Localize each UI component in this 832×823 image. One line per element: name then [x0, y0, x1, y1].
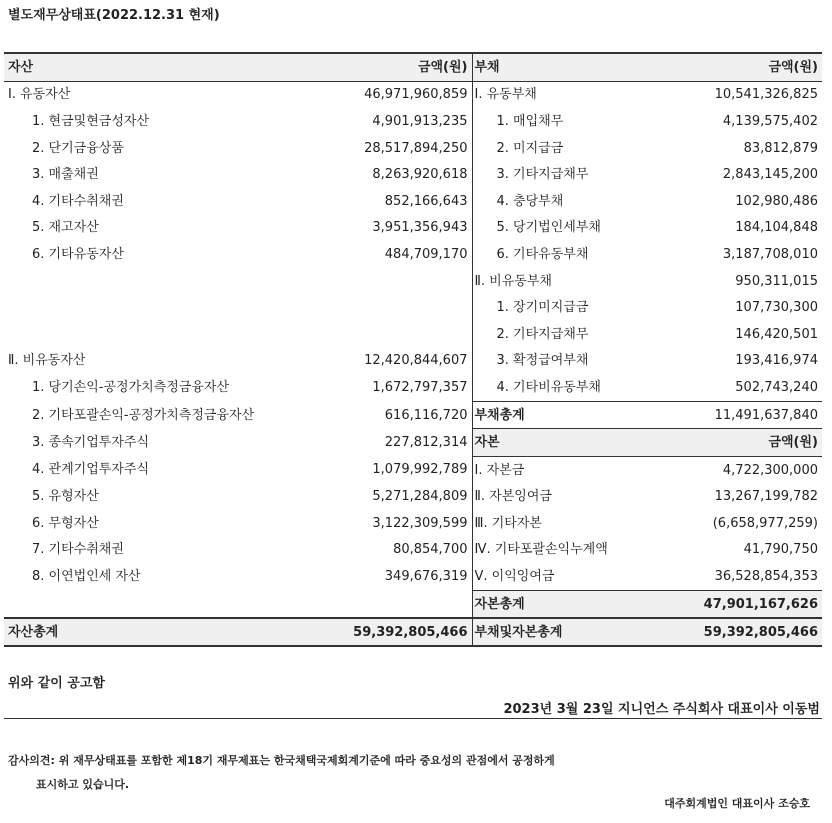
equity-label: Ⅱ. 자본잉여금 — [474, 489, 552, 505]
asset-amount: 484,709,170 — [334, 241, 472, 268]
liability-amount: 146,420,501 — [735, 326, 818, 342]
table-row — [4, 294, 822, 321]
equity-label: Ⅴ. 이익잉여금 — [474, 569, 555, 585]
asset-amount: 5,271,284,809 — [334, 484, 472, 511]
equity-label: Ⅲ. 기타자본 — [474, 515, 542, 531]
table-row — [4, 161, 822, 188]
equity-total-label: 자본총계 — [472, 590, 692, 618]
liabilities-header: 부채 — [472, 53, 692, 81]
table-row — [4, 215, 822, 242]
table-row — [4, 81, 822, 108]
asset-label: 8. 이연법인세 자산 — [32, 569, 141, 585]
asset-amount: 616,116,720 — [334, 401, 472, 429]
asset-label: 6. 기타유동자산 — [32, 246, 124, 262]
liability-label: 3. 기타지급채무 — [496, 167, 589, 183]
table-row — [4, 590, 822, 618]
assets-total-amount: 59,392,805,466 — [334, 618, 472, 646]
asset-amount: 3,951,356,943 — [334, 215, 472, 242]
asset-amount: 1,079,992,789 — [334, 456, 472, 483]
asset-label: 5. 유형자산 — [32, 489, 99, 505]
table-row — [4, 135, 822, 162]
liability-amount: 3,187,708,010 — [722, 246, 818, 262]
liability-label: Ⅰ. 유동부채 — [474, 87, 537, 103]
asset-amount: 349,676,319 — [334, 563, 472, 590]
liability-label: 5. 당기법인세부채 — [496, 220, 601, 236]
table-row — [4, 348, 822, 375]
asset-amount: 227,812,314 — [334, 429, 472, 457]
asset-label: 4. 관계기업투자주식 — [32, 462, 149, 478]
asset-amount: 4,901,913,235 — [334, 108, 472, 135]
liability-label: Ⅱ. 비유동부채 — [474, 273, 552, 289]
equity-amount-header: 금액(원) — [692, 429, 822, 457]
liability-amount: 184,104,848 — [735, 220, 818, 236]
divider — [4, 718, 822, 719]
asset-label: 3. 매출채권 — [32, 167, 99, 183]
asset-amount: 12,420,844,607 — [334, 348, 472, 375]
asset-label: 7. 기타수취채권 — [32, 542, 124, 558]
asset-label: 1. 당기손익-공정가치측정금융자산 — [32, 380, 230, 396]
liab-equity-total-label: 부채및자본총계 — [472, 618, 692, 646]
totals-row — [4, 618, 822, 646]
audit-opinion: 감사의견: 위 재무상태표를 포함한 제18기 재무제표는 한국채택국제회계기준에 따라 중요성의 관점에서 공정하게 — [8, 754, 555, 767]
liability-label: 4. 충당부채 — [496, 193, 564, 209]
asset-label: Ⅱ. 비유동자산 — [8, 353, 86, 369]
asset-label: 4. 기타수취채권 — [32, 193, 124, 209]
liability-label: 2. 미지급금 — [496, 140, 564, 156]
liability-amount: 2,843,145,200 — [722, 167, 818, 183]
asset-amount: 80,854,700 — [334, 537, 472, 564]
liability-label: 3. 확정급여부채 — [496, 353, 589, 369]
table-header-row — [4, 53, 822, 81]
table-row — [4, 429, 822, 457]
table-row — [4, 321, 822, 348]
liab-equity-total-amount: 59,392,805,466 — [692, 618, 822, 646]
liability-label: 1. 매입채무 — [496, 113, 564, 129]
signer: 2023년 3월 23일 지니언스 주식회사 대표이사 이동범 — [503, 702, 820, 717]
asset-amount: 1,672,797,357 — [334, 374, 472, 401]
liabilities-amount-header: 금액(원) — [692, 53, 822, 81]
table-row — [4, 188, 822, 215]
liability-label: 6. 기타유동부채 — [496, 246, 589, 262]
liabilities-total-amount: 11,491,637,840 — [692, 401, 822, 429]
liability-amount: 83,812,879 — [743, 140, 818, 156]
liability-label: 4. 기타비유동부채 — [496, 379, 601, 395]
equity-label: Ⅰ. 자본금 — [472, 456, 692, 483]
asset-label: 3. 종속기업투자주식 — [32, 435, 149, 451]
equity-total-amount: 47,901,167,626 — [692, 590, 822, 618]
liability-amount: 102,980,486 — [735, 193, 818, 209]
liability-amount: 10,541,326,825 — [714, 87, 818, 103]
table-row — [4, 510, 822, 537]
table-row — [4, 268, 822, 295]
table-row — [4, 401, 822, 429]
equity-header: 자본 — [472, 429, 692, 457]
balance-sheet-table — [4, 52, 822, 647]
auditor: 대주회계법인 대표이사 조승호 — [664, 797, 810, 810]
table-row — [4, 537, 822, 564]
liability-label: 1. 장기미지급금 — [496, 300, 589, 316]
table-row — [4, 563, 822, 590]
liability-label: 2. 기타지급채무 — [496, 326, 589, 342]
liability-amount: 193,416,974 — [735, 353, 818, 369]
asset-amount: 28,517,894,250 — [334, 135, 472, 162]
asset-amount: 8,263,920,618 — [334, 161, 472, 188]
asset-label: Ⅰ. 유동자산 — [8, 87, 71, 103]
table-row — [4, 241, 822, 268]
assets-total-label: 자산총계 — [4, 618, 334, 646]
page-title: 별도재무상태표(2022.12.31 현재) — [8, 8, 220, 23]
assets-amount-header: 금액(원) — [334, 53, 472, 81]
equity-amount: 36,528,854,353 — [714, 569, 818, 585]
liability-amount: 950,311,015 — [735, 273, 818, 289]
asset-amount: 852,166,643 — [334, 188, 472, 215]
liabilities-total-label: 부채총계 — [472, 401, 692, 429]
equity-amount: 13,267,199,782 — [714, 489, 818, 505]
equity-amount: (6,658,977,259) — [712, 515, 818, 531]
announcement: 위와 같이 공고함 — [8, 676, 105, 691]
asset-label: 5. 재고자산 — [32, 220, 99, 236]
asset-label: 2. 기타포괄손익-공정가치측정금융자산 — [32, 407, 255, 423]
audit-opinion-continued: 표시하고 있습니다. — [36, 778, 130, 791]
asset-label: 1. 현금및현금성자산 — [32, 113, 149, 129]
table-row — [4, 374, 822, 401]
table-row — [4, 484, 822, 511]
equity-amount: 4,722,300,000 — [692, 456, 822, 483]
asset-label: 6. 무형자산 — [32, 515, 99, 531]
liability-amount: 107,730,300 — [735, 300, 818, 316]
table-row — [4, 108, 822, 135]
assets-header: 자산 — [4, 53, 334, 81]
table-row — [4, 456, 822, 483]
equity-amount: 41,790,750 — [743, 542, 818, 558]
equity-label: Ⅳ. 기타포괄손익누계액 — [474, 542, 608, 558]
liability-amount: 502,743,240 — [735, 379, 818, 395]
asset-label: 2. 단기금융상품 — [32, 140, 124, 156]
asset-amount: 3,122,309,599 — [334, 510, 472, 537]
asset-amount: 46,971,960,859 — [334, 81, 472, 108]
liability-amount: 4,139,575,402 — [722, 113, 818, 129]
